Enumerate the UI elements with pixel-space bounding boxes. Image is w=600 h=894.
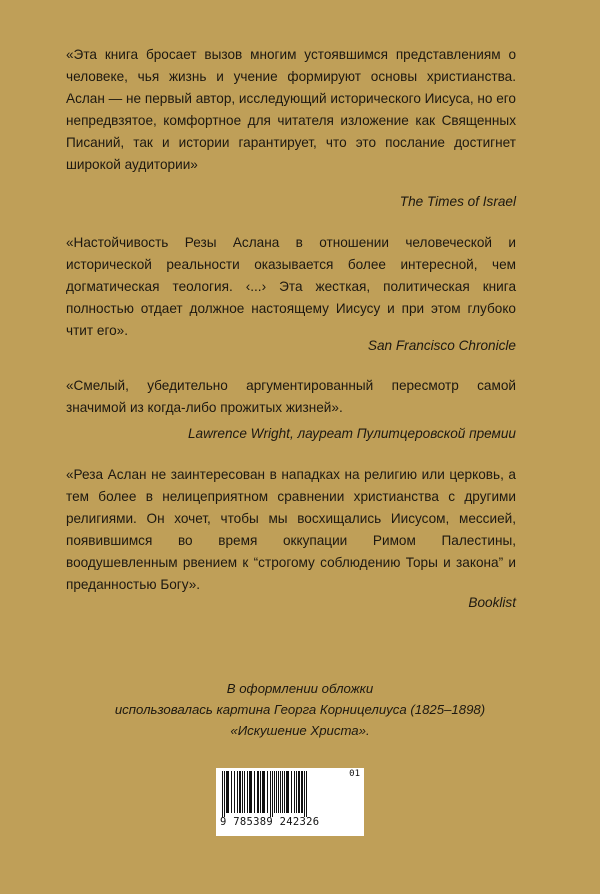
credit-line-2: использовалась картина Георга Корницелиуса (1825–1898)	[114, 702, 486, 717]
barcode-bar	[242, 771, 243, 813]
barcode-bar	[247, 771, 248, 813]
barcode-bar	[291, 771, 292, 813]
barcode-bar	[260, 771, 261, 813]
barcode-bar	[276, 771, 277, 813]
barcode-bars	[222, 771, 334, 817]
barcode-bar	[270, 771, 271, 817]
barcode-bar	[294, 771, 295, 813]
barcode-bar	[274, 771, 275, 813]
barcode-bar	[272, 771, 273, 817]
barcode-bar	[286, 771, 289, 813]
barcode-bar	[254, 771, 255, 813]
review-source-2: San Francisco Chronicle	[367, 338, 516, 353]
barcode-bar	[226, 771, 229, 813]
barcode-bar	[231, 771, 232, 813]
barcode-bar	[234, 771, 235, 813]
credit-line-1: В оформлении обложки	[226, 681, 374, 696]
barcode-bar	[257, 771, 259, 813]
credit-line-3: «Искушение Христа».	[230, 723, 370, 738]
review-quote-4: «Реза Аслан не заинтересован в нападках на религию или церковь, а тем более в нелицеприятном сравнении христианства с другими религиями. Он хочет, чтобы мы восхищались Иисусом, мессией, появившимся во время оккупации Римом Палестины, воодушевленным рвением к “строгому соблюдению Торы и закона” и преданностью Богу».	[66, 467, 516, 592]
barcode-bar	[239, 771, 241, 813]
barcode-bar	[237, 771, 238, 813]
review-quote-1: «Эта книга бросает вызов многим устоявшимся представлениям о человеке, чья жизнь и учение формируют основы христианства. Аслан — не первый автор, исследующий исторического Иисуса, но его непредвзятое, комфортное для читателя изложение как Священных Писаний, так и истории гарантирует, что это послание достигнет широкой аудитории»	[66, 47, 516, 172]
barcode-bar	[267, 771, 268, 813]
barcode-bar	[301, 771, 303, 813]
barcode-bar	[304, 771, 305, 817]
barcode-bar	[282, 771, 283, 813]
review-source-3: Lawrence Wright, лауреат Пулитцеровской премии	[187, 426, 516, 441]
barcode-bar	[280, 771, 281, 813]
barcode-digits: 9 785389 242326	[220, 816, 320, 828]
isbn-barcode	[216, 768, 364, 836]
review-source-1: The Times of Israel	[399, 194, 516, 209]
cover-art-credit	[0, 678, 600, 741]
barcode-bar	[284, 771, 285, 813]
barcode-bar	[296, 771, 297, 813]
barcode-bar	[244, 771, 245, 813]
barcode-bar	[298, 771, 300, 813]
barcode-bar	[278, 771, 279, 813]
barcode-bar	[249, 771, 252, 813]
review-quote-2: «Настойчивость Резы Аслана в отношении человеческой и исторической реальности оказывается более интересной, чем догматическая теология. ‹...› Эта жесткая, политическая книга полностью отдает должное настоящему Иисусу и при этом глубоко чтит его».	[66, 235, 516, 338]
review-quote-3: «Смелый, убедительно аргументированный пересмотр самой значимой из когда-либо прожитых жизней».	[66, 378, 516, 415]
barcode-bar	[306, 771, 307, 817]
barcode-addon: 01	[349, 769, 360, 779]
barcode-bar	[262, 771, 265, 813]
barcode-bar	[222, 771, 223, 817]
review-source-4: Booklist	[468, 595, 516, 610]
barcode-bar	[224, 771, 225, 817]
